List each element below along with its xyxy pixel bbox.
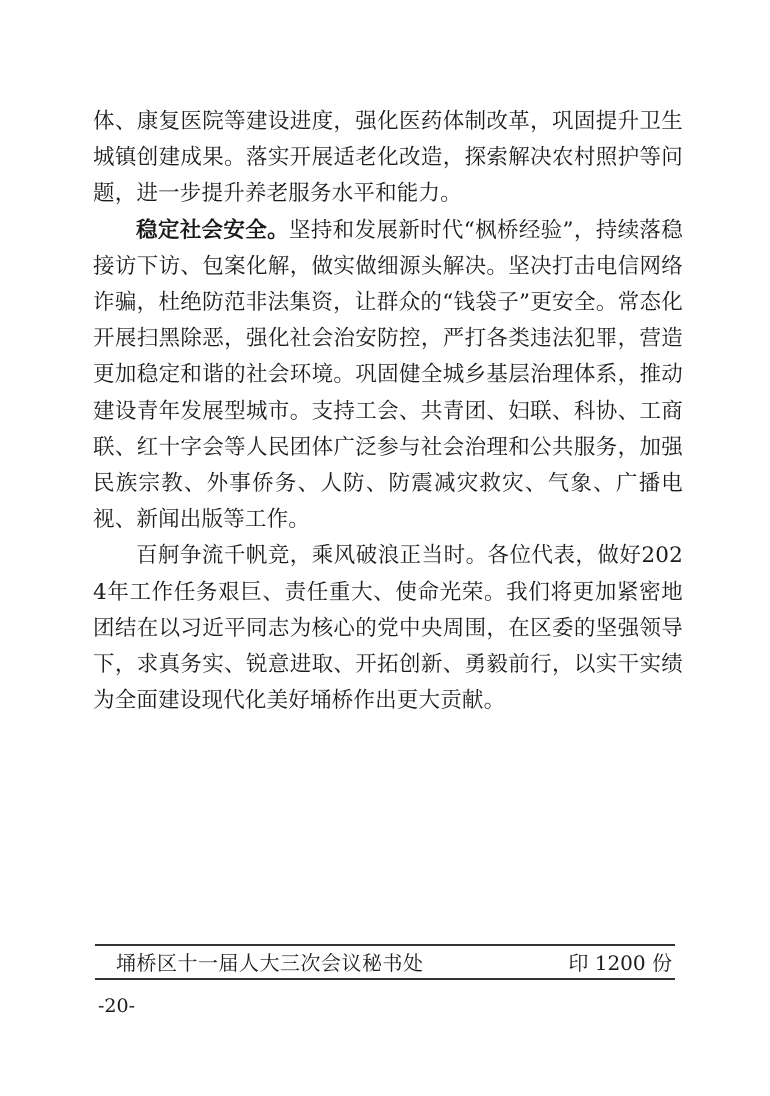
paragraph-closing: 百舸争流千帆竞，乘风破浪正当时。各位代表，做好2024年工作任务艰巨、责任重大、使命光荣。我们将更加紧密地团结在以习近平同志为核心的党中央周围，在区委的坚强领导下，求真务实、锐意进取、开拓创新、勇毅前行，以实干实绩为全面建设现代化美好埇桥作出更大贡献。 xyxy=(93,543,683,714)
footer-print-count: 印 1200 份 xyxy=(568,951,672,975)
paragraph-social-security-text: 坚持和发展新时代“枫桥经验”，持续落稳接访下访、包案化解，做实做细源头解决。坚决打击电信网络诈骗，杜绝防范非法集资，让群众的“钱袋子”更安全。常态化开展扫黑除恶，强化社会治安防控，严打各类违法犯罪，营造更加稳定和谐的社会环境。巩固健全城乡基层治理体系，推动建设青年发展型城市。支持工会、共青团、妇联、科协、工商联、红十字会等人民团体广泛参与社会治理和公共服务，加强民族宗教、外事侨务、人防、防震减灾救灾、气象、广播电视、新闻出版等工作。 xyxy=(93,217,683,533)
footer-top-rule xyxy=(95,944,675,946)
paragraph-healthcare-elderly: 体、康复医院等建设进度，强化医药体制改革，巩固提升卫生城镇创建成果。落实开展适老化改造，探索解决农村照护等问题，进一步提升养老服务水平和能力。 xyxy=(93,109,683,207)
document-body xyxy=(93,104,683,719)
paragraph-social-security xyxy=(93,213,683,539)
footer-bottom-rule xyxy=(95,978,675,980)
page-number: -20- xyxy=(98,995,136,1017)
paragraph-heading-social-security: 稳定社会安全。 xyxy=(136,217,289,243)
footer-issuer: 埇桥区十一届人大三次会议秘书处 xyxy=(116,951,424,975)
